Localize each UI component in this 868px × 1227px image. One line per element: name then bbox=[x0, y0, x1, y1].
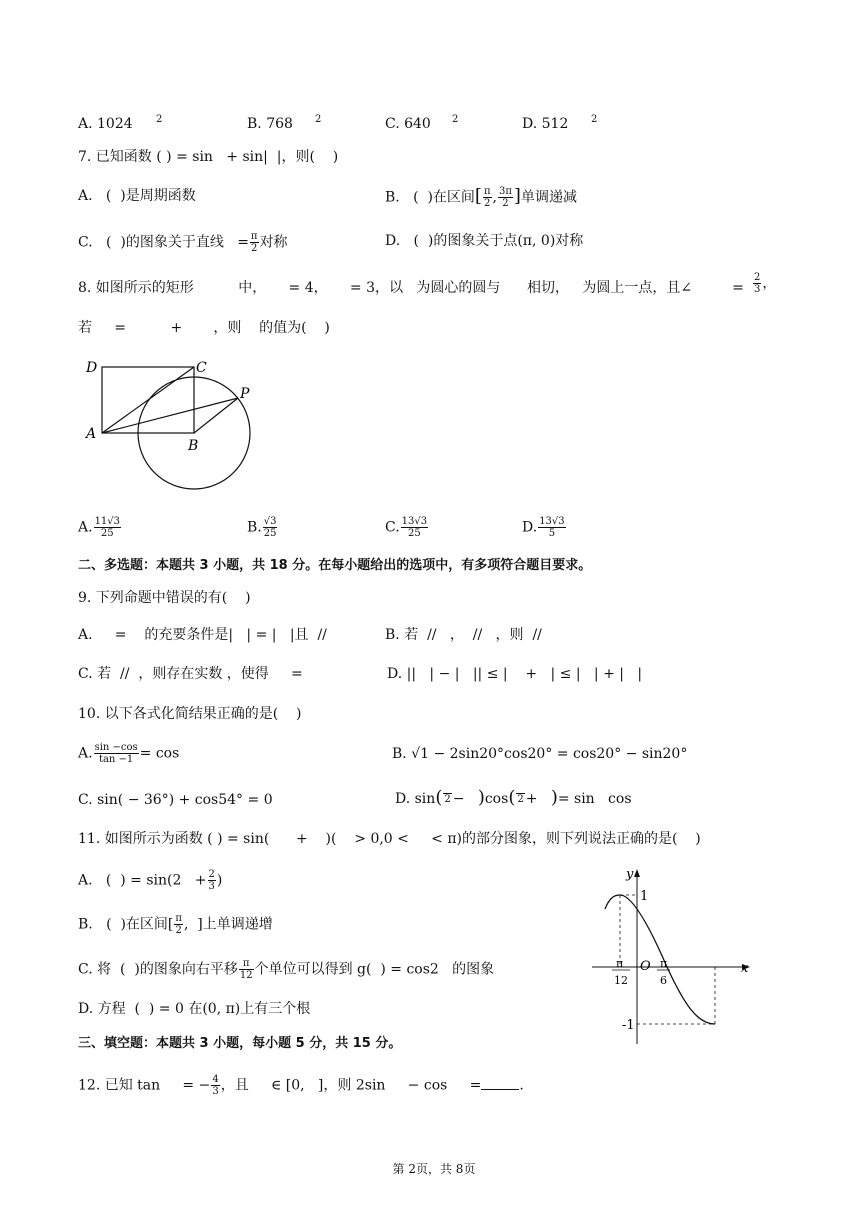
question-9-option-b: B. 若 // ， // ，则 // bbox=[385, 627, 542, 643]
question-8-option-c: C. $\frac{13√3}{25}$ bbox=[385, 516, 428, 539]
tick-right-den: 6 bbox=[660, 974, 667, 987]
label-b: B bbox=[188, 438, 199, 454]
question-7-option-c: C. ( )的图象关于直线 = $\frac{\pi}{2}$ 对称 bbox=[78, 231, 288, 254]
tick-neg-one: -1 bbox=[622, 1018, 635, 1033]
superscript: 2 bbox=[156, 114, 163, 125]
question-7-option-d: D. ( )的图象关于点(π, 0)对称 bbox=[385, 233, 584, 249]
question-10-option-d: D. sin( 2 − )cos( 2 + )= sin cos bbox=[395, 787, 632, 808]
question-7-option-b: B. ( )在区间[ $\frac{\pi}{2}$ , $\frac{3\pi}{2}$ ]单调递减 bbox=[385, 185, 577, 209]
question-10-option-b: B. √1 − 2sin20°cos20° = cos20° − sin20° bbox=[392, 746, 688, 762]
y-axis-label: y bbox=[626, 867, 634, 882]
superscript: 2 bbox=[591, 114, 598, 125]
x-axis-label: x bbox=[741, 961, 749, 976]
tick-right-num: π bbox=[660, 957, 668, 970]
label-a: A bbox=[86, 426, 97, 442]
question-8-option-b: B. $\frac{√3}{25}$ bbox=[247, 516, 277, 539]
superscript: 2 bbox=[315, 114, 322, 125]
page-footer: 第 2页，共 8页 bbox=[392, 1162, 476, 1176]
question-9-stem: 9. 下列命题中错误的有( ) bbox=[78, 590, 251, 606]
question-8-stem: 8. 如图所示的矩形 中， = 4， = 3，以 为圆心的圆与 相切， 为圆上一点，且∠ = bbox=[78, 280, 744, 296]
tick-one: 1 bbox=[640, 889, 649, 904]
rectangle-circle-figure bbox=[80, 356, 270, 496]
question-8-line2: 若 = + ，则 的值为( ) bbox=[78, 320, 330, 336]
question-9-option-c: C. 若 // ，则存在实数 ，使得 = bbox=[78, 666, 303, 682]
question-10-option-a: A. $\frac{\sin -\cos}{\tan -1}$ = cos bbox=[78, 742, 180, 765]
origin-label: O bbox=[640, 959, 651, 974]
question-11-option-a: A. ( ) = sin(2 + $\frac{2}{3}$ ) bbox=[78, 869, 223, 892]
question-11-option-d: D. 方程 ( ) = 0 在(0, π)上有三个根 bbox=[78, 1001, 311, 1017]
option-a: A. 1024 bbox=[78, 116, 133, 132]
label-d: D bbox=[86, 360, 98, 376]
label-p: P bbox=[240, 386, 250, 402]
option-d: D. 512 bbox=[522, 116, 569, 132]
question-8-option-a: A. $\frac{11√3}{25}$ bbox=[78, 516, 121, 539]
question-12: 12. 已知 tan = − $\frac{4}{3}$ ，且 ∈ [0, ]，则 2sin − cos = . bbox=[78, 1074, 524, 1097]
section-heading: 二、多选题：本题共 3 小题，共 18 分。在每小题给出的选项中，有多项符合题目要求。 bbox=[78, 558, 592, 573]
question-11-stem: 11. 如图所示为函数 ( ) = sin( + )( > 0,0 < < π)的部分图象，则下列说法正确的是( ) bbox=[78, 831, 701, 847]
question-9-option-a: A. = 的充要条件是| | = | |且 // bbox=[78, 627, 327, 643]
question-7-option-a: A. ( )是周期函数 bbox=[78, 188, 196, 204]
tick-left-num: π bbox=[616, 957, 624, 970]
question-8-stem-fraction: $\frac{2}{3}$ ， bbox=[754, 272, 777, 295]
option-b: B. 768 bbox=[247, 116, 293, 132]
answer-blank[interactable] bbox=[481, 1075, 519, 1090]
question-11-option-c: C. 将 ( )的图象向右平移 $\frac{\pi}{12}$ 个单位可以得到 g( ) = cos2 的图象 bbox=[78, 958, 495, 981]
superscript: 2 bbox=[452, 114, 459, 125]
section-heading: 三、填空题：本题共 3 小题，每小题 5 分，共 15 分。 bbox=[78, 1036, 402, 1051]
question-8-option-d: D. $\frac{13√3}{5}$ bbox=[522, 516, 565, 539]
question-10-option-c: C. sin( − 36°) + cos54° = 0 bbox=[78, 792, 273, 808]
question-9-option-d: D. || | − | || ≤ | + | ≤ | | + | | bbox=[387, 666, 643, 682]
tick-left-den: 12 bbox=[614, 974, 628, 987]
sine-graph-figure bbox=[590, 866, 760, 1046]
question-10-stem: 10. 以下各式化简结果正确的是( ) bbox=[78, 706, 302, 722]
option-c: C. 640 bbox=[385, 116, 431, 132]
label-c: C bbox=[196, 360, 207, 376]
question-11-option-b: B. ( )在区间[ $\frac{\pi}{2}$ , ]上单调递增 bbox=[78, 913, 273, 936]
question-7-stem: 7. 已知函数 ( ) = sin + sin| |，则( ) bbox=[78, 149, 339, 165]
